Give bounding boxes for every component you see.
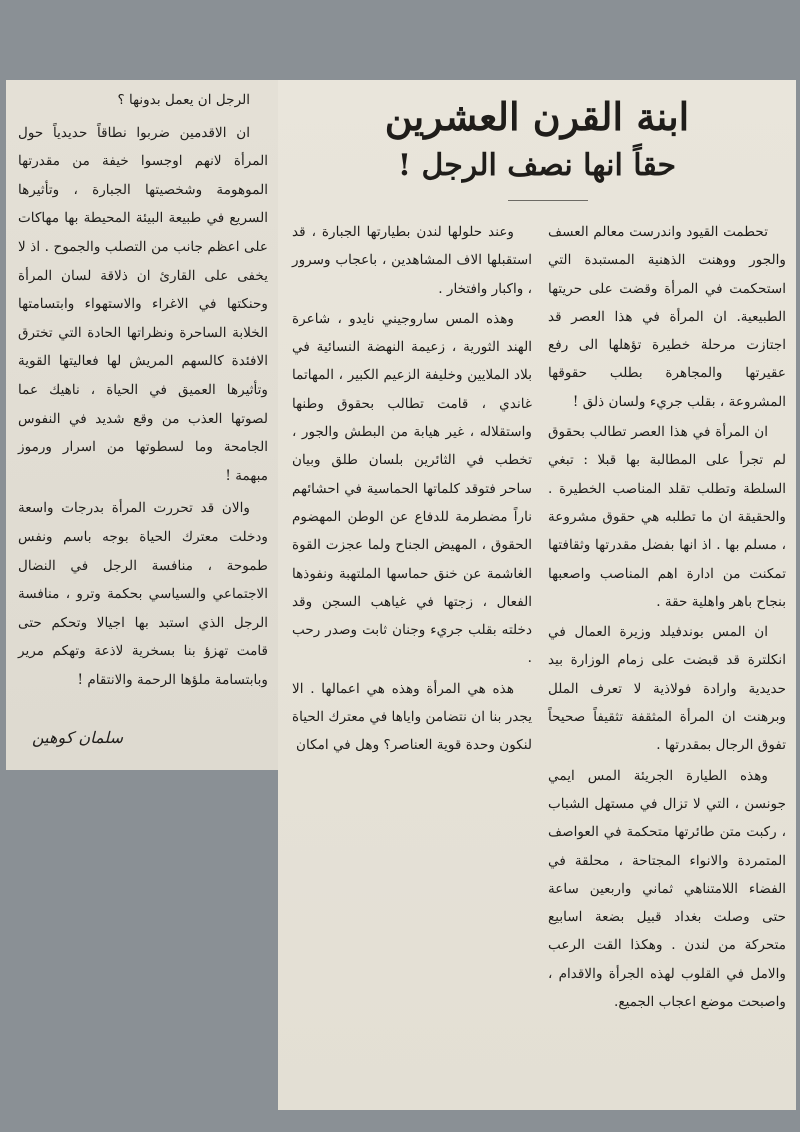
- paragraph: وهذه الطيارة الجريئة المس ايمي جونسن ، التي لا تزال في مستهل الشباب ، ركبت متن طائرتها متحكمة في العواصف المتمردة والانواء المجتاحة ، محلقة في الفضاء اللامتناهي ثماني واربعين ساعة حتى وصلت بغداد قبيل بضعة اسابيع متحركة من لندن . وهكذا القت الرعب والامل في القلوب لهذه الجرأة والاقدام ، واصبحت موضع اعجاب الجميع.: [548, 767, 786, 1011]
- paragraph: ان الاقدمين ضربوا نطاقاً حديدياً حول المرأة لانهم اوجسوا خيفة من مقدرتها الموهومة وشخصيتها الجبارة ، وتأثيرها السريع في طبيعة البيئة المحيطة بها مهاكات على اعظم جانب من التصلب والجموح . اذ لا يخفى على القارئ ان ذلاقة لسان المرأة وحنكتها في الاغراء والاستهواء وابتسامتها الخلابة الساحرة ونظراتها الحادة التي تخترق الافئدة كالسهم المريش لها فعاليتها القوية وتأثيرها العميق في الحياة ، ناهيك عما لصوتها العذب من وقع شديد في النفوس الجامحة وما لسطوتها من اسرار ورموز مبهمة !: [18, 124, 268, 484]
- article-column-left: [18, 86, 268, 694]
- article-title: ابنة القرن العشرين: [384, 94, 690, 139]
- paragraph: وهذه المس ساروجيني نايدو ، شاعرة الهند الثورية ، زعيمة النهضة النسائية في بلاد الملايين وخليفة الزعيم الكبير ، المهاتما غاندي ، قامت تطالب بحقوق وطنها واستقلاله ، غير هيابة من البطش والجور ، تخطب في الثائرين بلسان طلق وبيان ساحر فتوقد كلماتها الحماسية في احشائهم ناراً مضطرمة للدفاع عن الوطن المهضوم الحقوق ، المهيض الجناح ولما عجزت القوة الغاشمة عن خنق حماسها الملتهبة ونفوذها الفعال ، زجتها في غياهب السجن وقد دخلته بقلب جريء وجنان ثابت وصدر رحب .: [292, 310, 532, 667]
- paragraph: تحطمت القيود واندرست معالم العسف والجور ووهنت الذهنية المستبدة التي استحكمت في المرأة وقضت على حريتها الطبيعية. ان المرأة في هذا العصر قد اجتازت مرحلة خطيرة تؤهلها الى رفع عقيرتها والمجاهرة بطلب حقوقها المشروعة ، بقلب جريء ولسان ذلق !: [548, 224, 786, 410]
- heading-divider: [508, 200, 588, 201]
- article-heading: [278, 80, 796, 190]
- article-continuation-clipping: [6, 80, 278, 770]
- paragraph: ان المس بوندفيلد وزيرة العمال في انكلترة قد قبضت على زمام الوزارة بيد حديدية وارادة فولاذية لا تعرف الملل وبرهنت ان المرأة المثقفة تثقيفاً صحيحاً تفوق الرجال بمقدرتها .: [548, 624, 786, 754]
- paragraph: الرجل ان يعمل بدونها ؟: [117, 92, 250, 108]
- paragraph: ان المرأة في هذا العصر تطالب بحقوق لم تجرأ على المطالبة بها قبلا : تبغي السلطة وتطلب تقلد المناصب الخطيرة . والحقيقة ان ما تطلبه هي حقوق مشروعة ، مسلم بها . اذ انها بفضل مقدرتها وثقافتها تمكنت من ادارة اهم المناصب واصعبها بنجاح باهر واهلية حقة .: [548, 424, 786, 610]
- paragraph: وعند حلولها لندن بطيارتها الجبارة ، قد استقبلها الاف المشاهدين ، باعجاب وسرور ، واكبار وافتخار .: [292, 224, 532, 297]
- article-column-middle: [292, 218, 532, 762]
- article-main-clipping: [278, 80, 796, 1110]
- article-subtitle: حقاً انها نصف الرجل !: [397, 148, 677, 183]
- paragraph: والان قد تحررت المرأة بدرجات واسعة ودخلت معترك الحياة بوجه باسم ونفس طموحة ، منافسة الرجل في النضال الاجتماعي والسياسي بحكمة وترو ، منافسة الرجل الذي استبد بها اجيالا وتحكم حتى قامت تهزؤ بنا بسخرية لاذعة وتهكم مرير وبابتسامة ملؤها الرحمة والانتقام !: [18, 500, 268, 688]
- paragraph: هذه هي المرأة وهذه هي اعمالها . الا يجدر بنا ان نتضامن واياها في معترك الحياة لنكون وحدة قوية العناصر؟ وهل في امكان: [292, 680, 532, 754]
- author-signature: سلمان كوهين: [32, 728, 123, 747]
- article-column-right: [548, 218, 786, 1018]
